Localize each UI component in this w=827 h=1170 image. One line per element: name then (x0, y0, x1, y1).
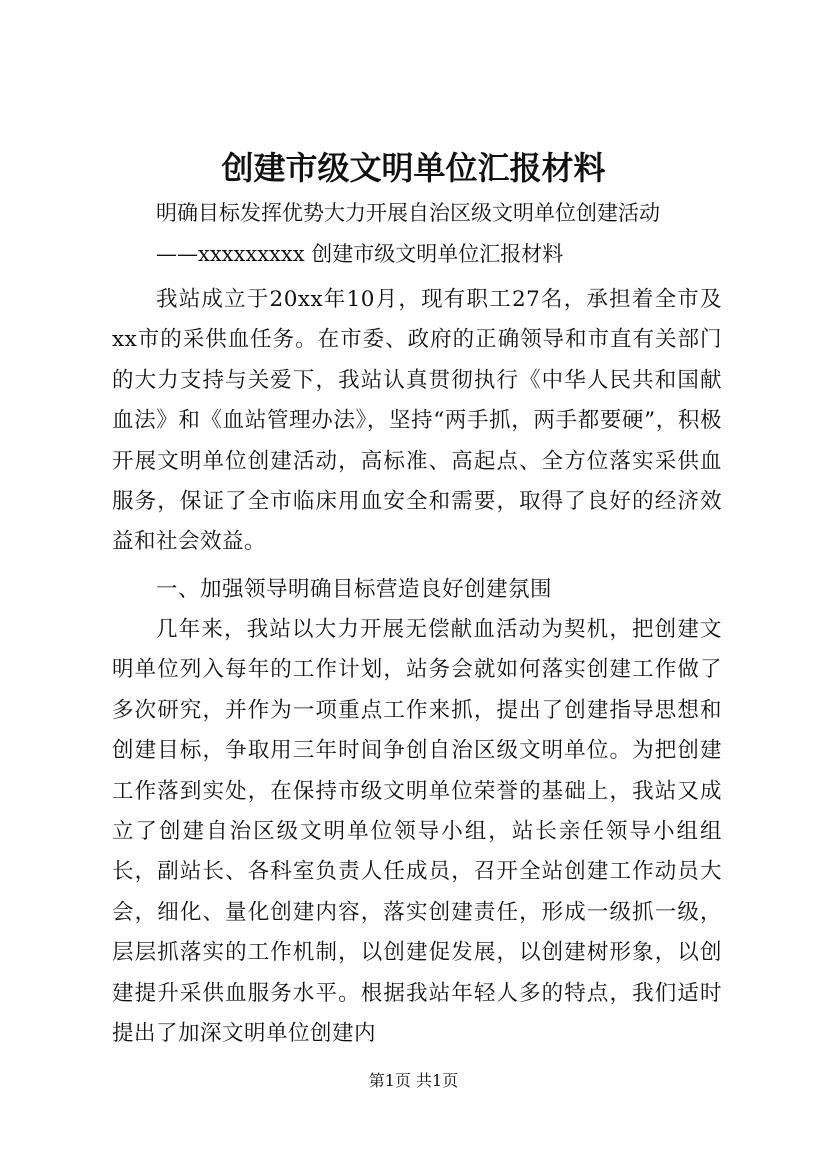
page-footer: 第1页 共1页 (368, 1071, 459, 1090)
document-subtitle: 明确目标发挥优势大力开展自治区级文明单位创建活动 (156, 201, 660, 225)
document-title: 创建市级文明单位汇报材料 (221, 149, 606, 187)
section-heading: 一、加强领导明确目标营造良好创建氛围 (156, 577, 553, 602)
document-subtitle-source: ——xxxxxxxxx 创建市级文明单位汇报材料 (156, 242, 564, 266)
body-paragraph: 几年来，我站以大力开展无偿献血活动为契机，把创建文明单位列入每年的工作计划，站务会就如何落实创建工作做了多次研究，并作为一项重点工作来抓，提出了创建指导思想和创建目标，争取用三年时间争创自治区级文明单位。为把创建工作落到实处，在保持市级文明单位荣誉的基础上，我站又成立了创建自治区级文明单位领导小组，站长亲任领导小组组长，副站长、各科室负责人任成员，召开全站创建工作动员大会，细化、量化创建内容，落实创建责任，形成一级抓一级，层层抓落实的工作机制，以创建促发展，以创建树形象，以创建提升采供血服务水平。根据我站年轻人多的特点，我们适时提出了加深文明单位创建内 (112, 617, 722, 1047)
body-paragraph: 我站成立于20xx年10月，现有职工27名，承担着全市及xx市的采供血任务。在市委、政府的正确领导和市直有关部门的大力支持与关爱下，我站认真贯彻执行《中华人民共和国献血法》和《血站管理办法》，坚持“两手抓，两手都要硬”，积极开展文明单位创建活动，高标准、高起点、全方位落实采供血服务，保证了全市临床用血安全和需要，取得了良好的经济效益和社会效益。 (112, 287, 722, 555)
